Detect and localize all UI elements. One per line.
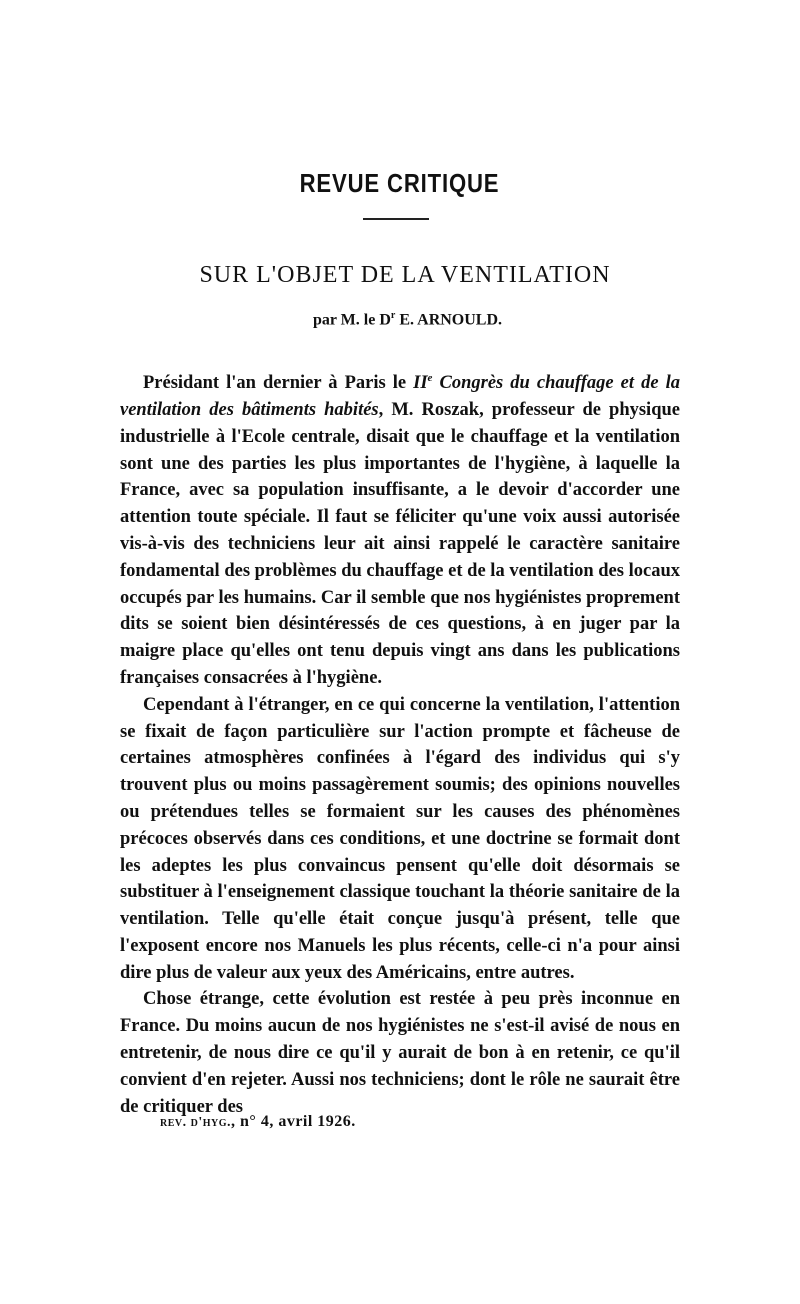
congress-number-sup: e — [427, 372, 433, 384]
page-footer — [160, 1113, 356, 1131]
paragraph-1 — [120, 365, 680, 692]
article-title: SUR L'OBJET DE LA VENTILATION — [199, 262, 611, 288]
congress-title: Congrès du chauffage et de la ventilation des bâtiments habités — [120, 373, 680, 420]
journal-abbrev: rev. d'hyg. — [160, 1115, 232, 1130]
issue-info: , n° 4, avril 1926. — [231, 1113, 356, 1130]
byline — [0, 310, 800, 329]
paragraph-1-rest: , M. Roszak, professeur de physique industrielle à l'Ecole centrale, disait que le chauffage et la ventilation sont une des parties les plus importantes de l'hygiène, à laquelle la France, avec sa population insuffisante, a le devoir d'accorder une attention toute spéciale. Il faut se féliciter qu'une voix aussi autorisée vis-à-vis des techniciens leur ait ainsi rappelé le caractère sanitaire fondamental des problèmes du chauffage et de la ventilation des locaux occupés par les humains. Car il semble que nos hygiénistes proprement dits se soient bien désintéressés de ces questions, à en juger par la maigre place qu'elles ont tenu depuis vingt ans dans les publications françaises consacrées à l'hygiène. — [120, 399, 680, 688]
byline-sup: r — [390, 310, 396, 321]
paragraph-2: Cependant à l'étranger, en ce qui concerne la ventilation, l'attention se fixait de façon particulière sur l'action prompte et fâcheuse de certaines atmosphères confinées à l'égard des individus qui s'y trouvent plus ou moins passagèrement soumis; des opinions nouvelles ou prétendues telles se formaient sur les causes des phénomènes précoces observés dans ces conditions, et une doctrine se formait dont les adeptes les plus convaincus pensent qu'elle doit désormais se substituer à l'enseignement classique touchant la théorie sanitaire de la ventilation. Telle qu'elle était conçue jusqu'à présent, telle que l'exposent encore nos Manuels les plus récents, celle-ci n'a pour ainsi dire plus de valeur aux yeux des Américains, entre autres. — [120, 694, 680, 983]
title-divider — [363, 218, 429, 220]
section-title: REVUE CRITIQUE — [300, 168, 500, 198]
paragraph-1-lead: Présidant l'an dernier à Paris le — [143, 373, 414, 394]
paragraph-3: Chose étrange, cette évolution est restée à peu près inconnue en France. Du moins aucun de nos hygiénistes ne s'est-il avisé de nous en entretenir, de nous dire ce qu'il y aurait de bon à en retenir, ce qu'il convient d'en rejeter. Aussi nos techniciens; dont le rôle ne saurait être de critiquer des — [120, 989, 680, 1117]
byline-author: E. ARNOULD. — [395, 311, 503, 329]
congress-number: II — [413, 373, 428, 394]
article-body — [120, 365, 680, 1120]
byline-prefix: par M. le D — [312, 311, 391, 329]
section-header — [0, 168, 800, 199]
